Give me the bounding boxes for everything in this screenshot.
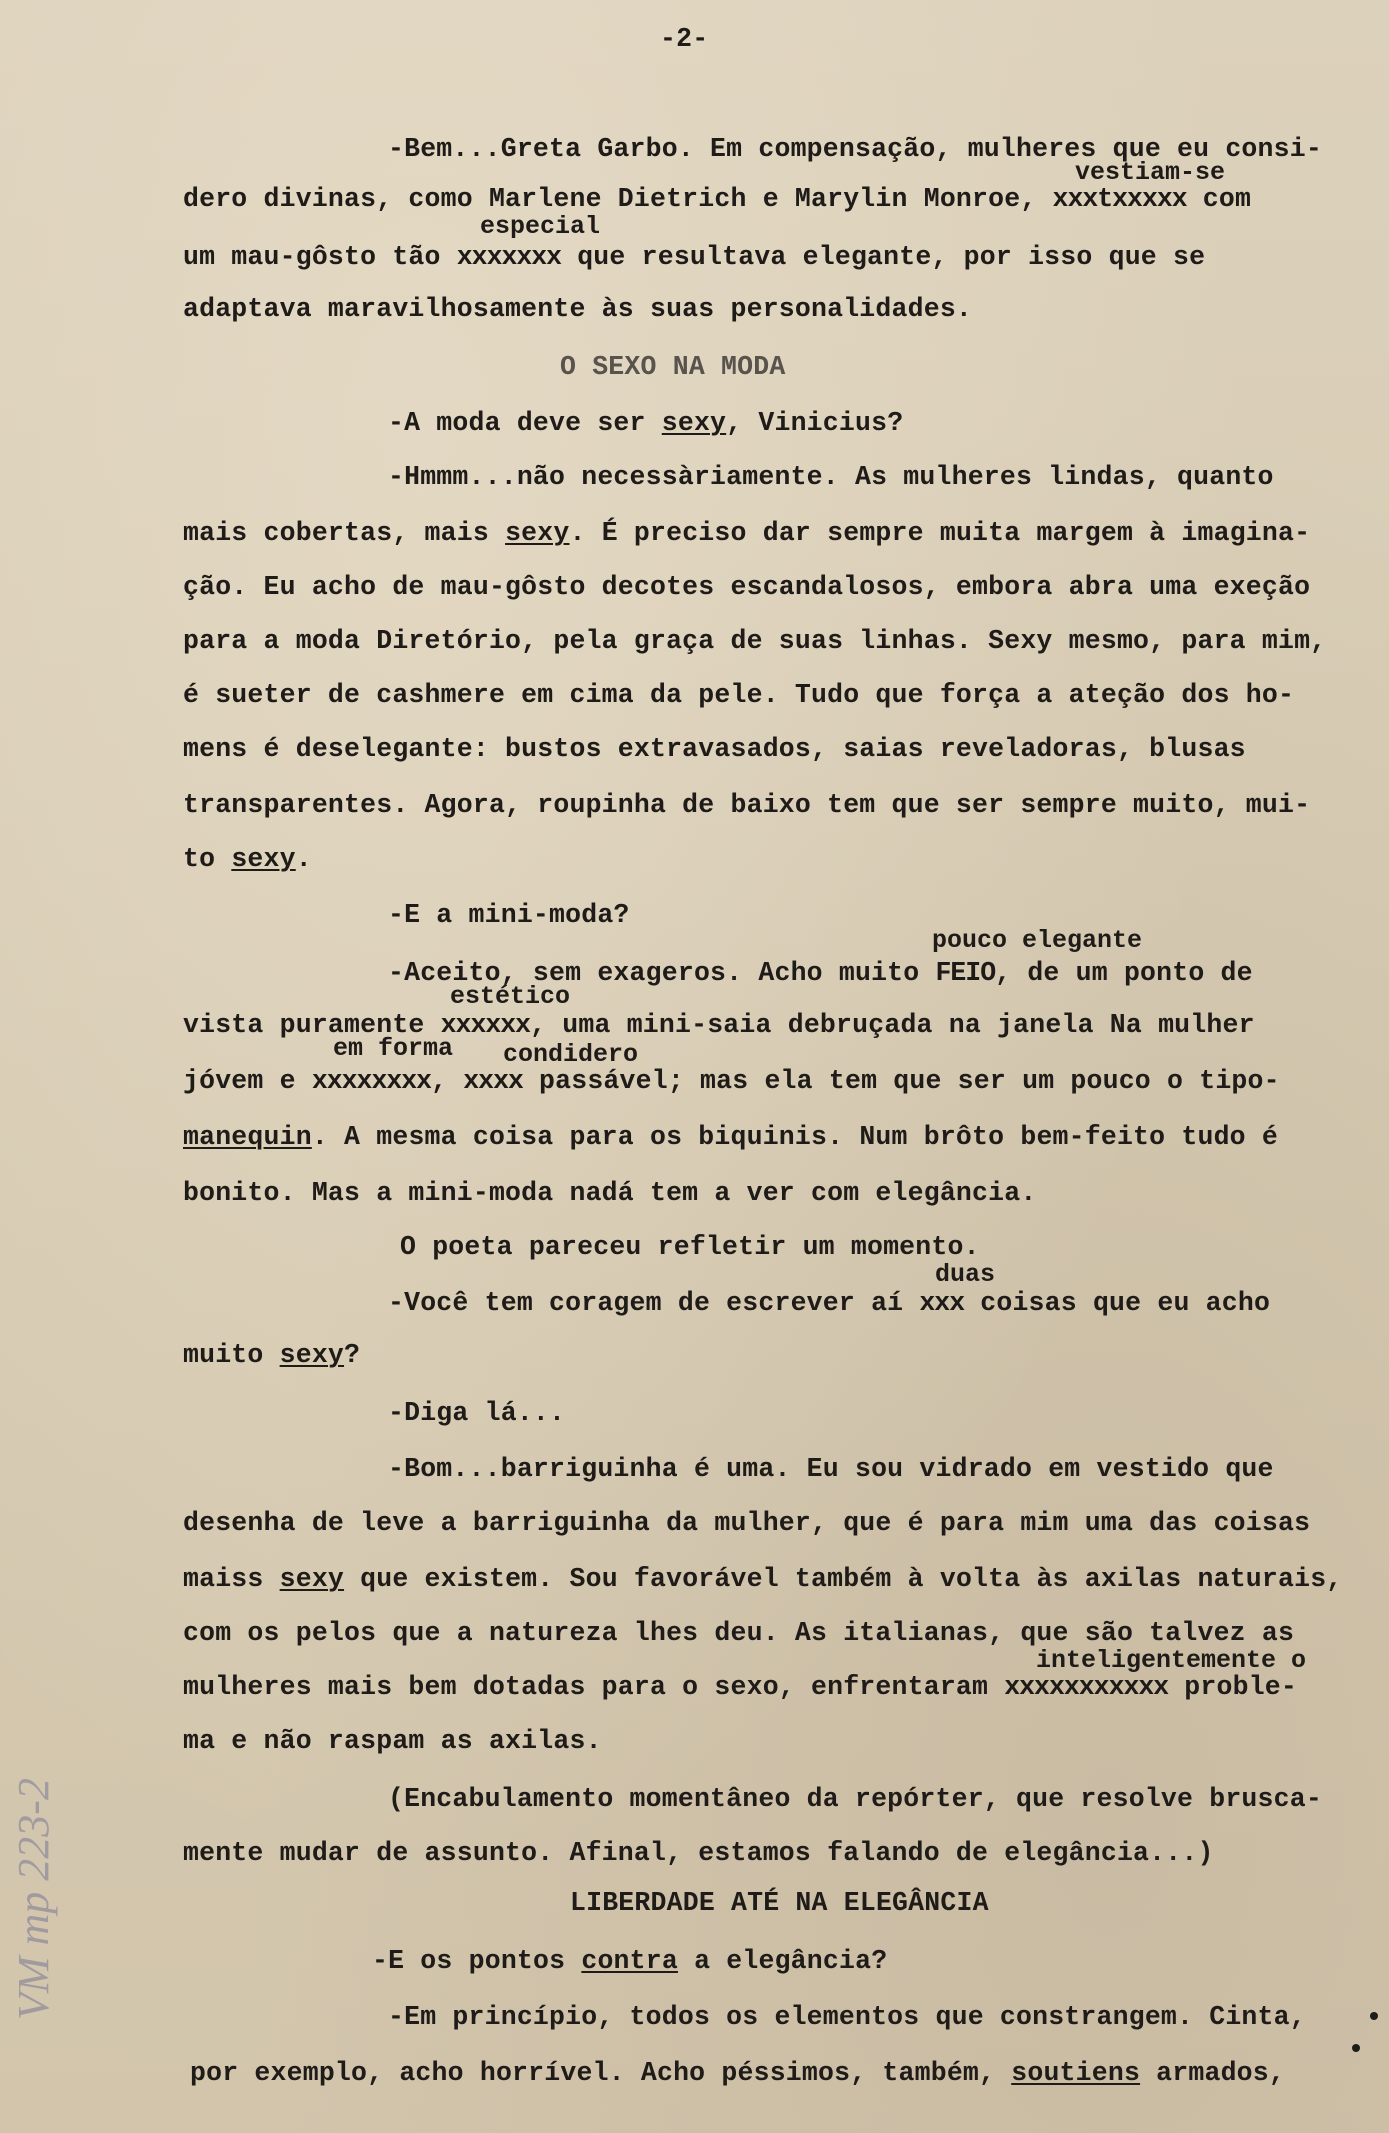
text-line: desenha de leve a barriguinha da mulher, que é para mim uma das coisas: [183, 1508, 1311, 1538]
text-segment: um mau-gôsto tão: [183, 242, 441, 272]
text-segment: proble-: [1184, 1672, 1298, 1702]
struck-word: xxxxxxx: [456, 242, 562, 272]
insertion-pouco-elegante: pouco elegante: [932, 926, 1143, 955]
text-line: bonito. Mas a mini-moda nadá tem a ver com elegância.: [183, 1178, 1037, 1208]
heading-sexo-na-moda: O SEXO NA MODA: [560, 352, 786, 382]
text-segment: que resultava elegante, por isso que se: [577, 242, 1206, 272]
text-segment: que existem. Sou favorável também à volta às axilas naturais,: [344, 1564, 1343, 1594]
archive-stamp-text: VM mp 223-2: [9, 1778, 58, 2020]
text-line: [183, 518, 1310, 548]
text-line: [190, 2058, 1285, 2088]
text-segment: por exemplo, acho horrível. Acho péssimos, também,: [190, 2058, 1012, 2088]
text-line: (Encabulamento momentâneo da repórter, que resolve brusca-: [388, 1784, 1322, 1814]
underlined-word: manequin: [183, 1122, 312, 1152]
text-line: -Hmmm...não necessàriamente. As mulheres lindas, quanto: [388, 462, 1274, 492]
underlined-word: contra: [581, 1946, 678, 1976]
struck-word: xxx: [919, 1288, 965, 1318]
text-segment: , uma mini-saia debruçada na janela Na mulher: [530, 1010, 1255, 1040]
text-line: é sueter de cashmere em cima da pele. Tudo que força a ateção dos ho-: [183, 680, 1295, 710]
question-moda-sexy: [388, 408, 903, 438]
underlined-word: sexy: [231, 844, 296, 874]
underlined-word: soutiens: [1011, 2058, 1141, 2088]
insertion-vestiam-se: vestiam-se: [1075, 158, 1226, 187]
heading-liberdade: LIBERDADE ATÉ NA ELEGÂNCIA: [570, 1888, 989, 1918]
text-line: [183, 1066, 1280, 1096]
text-segment: .: [295, 844, 312, 874]
text-line: -Em princípio, todos os elementos que constrangem. Cinta,: [388, 2002, 1306, 2032]
text-segment: mais cobertas, mais: [183, 518, 506, 548]
margin-dot: [1352, 2044, 1360, 2052]
underlined-word: sexy: [279, 1340, 345, 1370]
text-line: [388, 1288, 1270, 1318]
insertion-duas: duas: [935, 1260, 996, 1289]
text-segment: . A mesma coisa para os biquinis. Num brôto bem-feito tudo é: [311, 1122, 1278, 1152]
text-segment: -Você tem coragem de escrever aí: [388, 1288, 904, 1318]
margin-dot: [1370, 2012, 1378, 2020]
text-line: [183, 1672, 1297, 1702]
text-line: [183, 184, 1251, 214]
struck-word: FEIO: [935, 958, 996, 988]
text-segment: dero divinas, como Marlene Dietrich e Marylin Monroe,: [183, 184, 1037, 214]
archive-stamp: [8, 1560, 78, 2020]
text-line: -Bom...barriguinha é uma. Eu sou vidrado em vestido que: [388, 1454, 1274, 1484]
text-segment: . É preciso dar sempre muita margem à imagina-: [569, 518, 1311, 548]
text-segment: coisas que eu acho: [980, 1288, 1271, 1318]
underlined-word: sexy: [279, 1564, 345, 1594]
text-segment: passável; mas ela tem que ser um pouco o tipo-: [539, 1066, 1280, 1096]
question-diga-la: -Diga lá...: [388, 1398, 566, 1428]
text-line: com os pelos que a natureza lhes deu. As italianas, que são talvez as: [183, 1618, 1295, 1648]
text-line: [183, 1564, 1342, 1594]
text-segment: mulheres mais bem dotadas para o sexo, enfrentaram: [183, 1672, 989, 1702]
text-line: [183, 844, 312, 874]
text-segment: -Aceito, sem exageros. Acho muito: [388, 958, 920, 988]
struck-word: xxxxxxxxxxx: [1004, 1672, 1169, 1702]
text-segment: to: [183, 844, 232, 874]
text-line: para a moda Diretório, pela graça de suas linhas. Sexy mesmo, para mim,: [183, 626, 1327, 656]
text-line: [183, 1122, 1278, 1152]
text-segment: , de um ponto de: [995, 958, 1253, 988]
struck-word: xxxtxxxxx: [1052, 184, 1187, 214]
text-segment: -E os pontos: [372, 1946, 582, 1976]
insertion-especial: especial: [480, 212, 601, 241]
text-line: mente mudar de assunto. Afinal, estamos falando de elegância...): [183, 1838, 1214, 1868]
text-segment: maiss: [183, 1564, 280, 1594]
struck-word: xxxxxxxx: [311, 1066, 432, 1096]
text-line: transparentes. Agora, roupinha de baixo tem que ser sempre muito, mui-: [183, 790, 1311, 820]
text-line: adaptava maravilhosamente às suas personalidades.: [183, 294, 973, 324]
text-segment: vista puramente: [183, 1010, 425, 1040]
text-line: -Bem...Greta Garbo. Em compensação, mulheres que eu consi-: [388, 134, 1322, 164]
text-line: mens é deselegante: bustos extravasados, saias reveladoras, blusas: [183, 734, 1246, 764]
text-segment: com: [1202, 184, 1252, 214]
text-segment: ?: [344, 1340, 361, 1370]
question-mini-moda: -E a mini-moda?: [388, 900, 630, 930]
text-line: [183, 1340, 360, 1370]
text-segment: muito: [183, 1340, 280, 1370]
page-number: -2-: [660, 24, 709, 54]
insertion-condidero: condidero: [503, 1040, 639, 1069]
insertion-em-forma: em forma: [333, 1034, 454, 1063]
text-line: ma e não raspam as axilas.: [183, 1726, 602, 1756]
text-segment: armados,: [1140, 2058, 1285, 2088]
underlined-word: sexy: [505, 518, 570, 548]
text-segment: jóvem e: [183, 1066, 296, 1096]
insertion-estetico: estético: [450, 982, 571, 1011]
text-segment: a elegância?: [677, 1946, 888, 1976]
text-line: O poeta pareceu refletir um momento.: [400, 1232, 980, 1262]
struck-word: xxxx: [463, 1066, 523, 1096]
struck-word: xxxxxx: [440, 1010, 531, 1040]
text-line: [183, 242, 1205, 272]
question-pontos-contra: [372, 1946, 887, 1976]
insertion-inteligentemente-o: inteligentemente o: [1036, 1646, 1307, 1675]
text-line: ção. Eu acho de mau-gôsto decotes escandalosos, embora abra uma exeção: [183, 572, 1311, 602]
underlined-word: sexy: [661, 408, 727, 438]
text-segment: , Vinicius?: [726, 408, 904, 438]
text-segment: -A moda deve ser: [388, 408, 662, 438]
text-segment: ,: [431, 1066, 448, 1096]
